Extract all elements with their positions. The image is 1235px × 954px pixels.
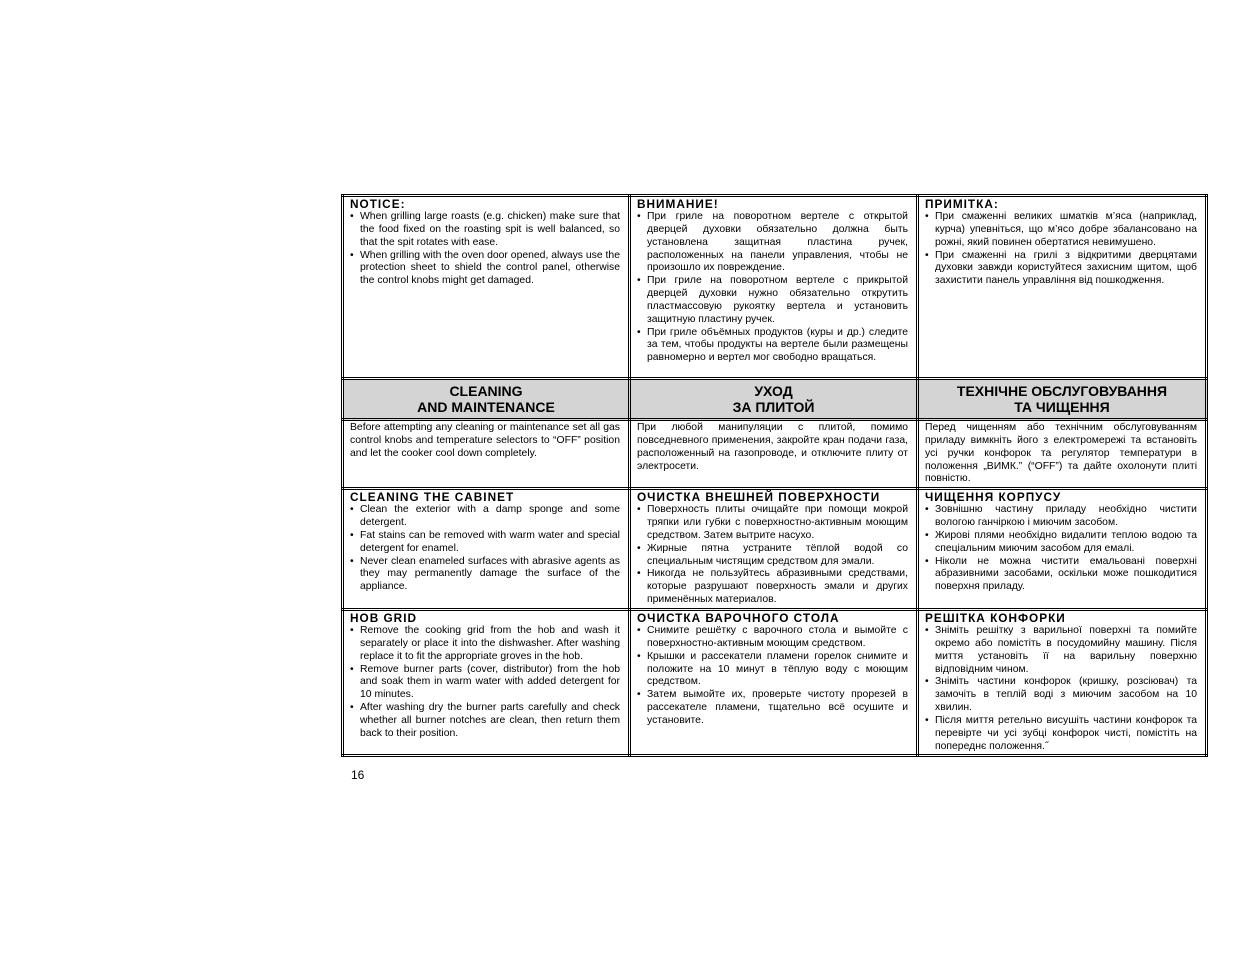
hob-grid-cell-uk [918,609,1207,755]
list-item: • При гриле объёмных продуктов (куры и др.) следите за тем, чтобы продукты на вертеле были размещены равномерно и вертел мог свободно вращаться. [637,327,908,366]
list-item: • Поверхность плиты очищайте при помощи мокрой тряпки или губки с поверхностно-активным моющим средством. Затем вытрите насухо. [637,504,908,543]
header-cell-en [343,379,630,420]
list-item: • Снимите решётку с варочного стола и вымойте с поверхностно-активным моющим средством. [637,625,908,651]
list-item: • Жирные пятна устраните тёплой водой со специальным чистящим средством для эмали. [637,543,908,569]
bullet-list [350,211,620,288]
list-item: • Remove burner parts (cover, distributor) from the hob and soak them in warm water with added detergent for 10 minutes. [350,664,620,703]
list-item: • Clean the exterior with a damp sponge and some detergent. [350,504,620,530]
notice-cell-uk [918,196,1207,379]
intro-paragraph: Перед чищенням або технічним обслуговуванням приладу вимкніть його з електромережі та встановіть усі ручки конфорок та регулятор температури в положення „ВИМК.” (“OFF”) та дайте охолонути плиті повністю. [925,422,1197,485]
intro-cell-uk [918,420,1207,489]
list-item: • Remove the cooking grid from the hob and wash it separately or place it into the dishwasher. After washing replace it to fit the appropriate groves in the hob. [350,625,620,664]
section-header-row [343,379,1207,420]
list-item: • Крышки и рассекатели пламени горелок снимите и положите на 10 минут в тёплую воду с моющим средством. [637,651,908,690]
section-title: CLEANING THE CABINET [350,490,515,505]
list-item: • Никогда не пользуйтесь абразивными средствами, которые разрушают поверхность эмали и других применённых материалов. [637,568,908,607]
list-item: • When grilling with the oven door opened, always use the protection sheet to shield the control panel, otherwise the control knobs might get damaged. [350,250,620,289]
section-title: NOTICE: [350,197,406,211]
header-line: ТА ЧИЩЕННЯ [1014,399,1110,415]
bullet-list [925,211,1197,288]
list-item: • After washing dry the burner parts carefully and check whether all burner notches are clean, then return them back to their position. [350,702,620,741]
intro-cell-ru [630,420,918,489]
list-item: • Зніміть решітку з варильної поверхні та помийте окремо або помістіть в посудомийну машину. Після миття установіть її на варильну поверхню відповідним чином. [925,625,1197,676]
section-title: ПРИМІТКА: [925,197,999,211]
cabinet-cell-uk [918,489,1207,610]
cabinet-cell-en [343,489,630,610]
list-item: • Затем вымойте их, проверьте чистоту прорезей в рассекателе пламени, тщательно всё осушите и установите. [637,689,908,728]
manual-table [341,194,1208,757]
hob-grid-cell-ru [630,609,918,755]
list-item: • Fat stains can be removed with warm water and special detergent for enamel. [350,530,620,556]
cabinet-row [343,489,1207,610]
section-title: HOB GRID [350,610,417,625]
bullet-list [350,504,620,594]
bullet-list [637,625,908,728]
intro-cell-en [343,420,630,489]
cabinet-cell-ru [630,489,918,610]
list-item: • Ніколи не можна чистити емальовані поверхні абразивними засобами, оскільки може пошкодитися поверхня приладу. [925,556,1197,595]
section-title: ОЧИСТКА ВНЕШНЕЙ ПОВЕРХНОСТИ [637,490,881,505]
bullet-list [637,211,908,365]
section-title: РЕШІТКА КОНФОРКИ [925,610,1066,625]
section-title: ВНИМАНИЕ! [637,197,719,211]
bullet-list [925,504,1197,594]
header-line: УХОД [754,382,793,399]
header-cell-ru [630,379,918,420]
bullet-list [350,625,620,741]
bullet-list [637,504,908,607]
list-item: • При смаженні на грилі з відкритими дверцятами духовки завжди користуйтеся захисним щитом, щоб захистити панель управління від пошкодження. [925,250,1197,289]
intro-paragraph: Before attempting any cleaning or maintenance set all gas control knobs and temperature selectors to “OFF” position and let the cooker cool down completely. [350,422,620,459]
bullet-list [925,625,1197,753]
list-item: • При смаженні великих шматків м’яса (наприклад, курча) упевніться, що м’ясо добре збалансовано на рожні, який повинен обертатися невимушено. [925,211,1197,250]
intro-paragraph: При любой манипуляции с плитой, помимо повседневного применения, закройте кран подачи газа, расположенный на газопроводе, и отключите плиту от электросети. [637,422,908,472]
list-item: • Після миття ретельно висушіть частини конфорок та перевірте чи усі зубці конфорок чисті, помістіть на попереднє положення.˝ [925,715,1197,754]
section-title: ЧИЩЕННЯ КОРПУСУ [925,490,1062,505]
list-item: • Зовнішню частину приладу необхідно чистити вологою ганчіркою і миючим засобом. [925,504,1197,530]
list-item: • Never clean enameled surfaces with abrasive agents as they may permanently damage the surface of the appliance. [350,556,620,595]
header-line: ЗА ПЛИТОЙ [732,399,815,415]
section-title: ОЧИСТКА ВАРОЧНОГО СТОЛА [637,610,840,625]
page-number: 16 [351,768,365,782]
list-item: • Жирові плями необхідно видалити теплою водою та спеціальним миючим засобом для емалі. [925,530,1197,556]
header-line: AND MAINTENANCE [417,399,555,415]
hob-grid-row [343,609,1207,755]
list-item: • When grilling large roasts (e.g. chicken) make sure that the food fixed on the roasting spit is well balanced, so that the spit rotates with ease. [350,211,620,250]
header-line: CLEANING [449,382,523,399]
header-cell-uk [918,379,1207,420]
list-item: • Зніміть частини конфорок (кришку, розсіювач) та замочіть в теплій воді з миючим засобом на 10 хвилин. [925,676,1197,715]
list-item: • При гриле на поворотном вертеле с открытой дверцей духовки обязательно должна быть установлена защитная пластина ручек, расположенных на панели управления, чтобы не произошло их повреждение. [637,211,908,275]
list-item: • При гриле на поворотном вертеле с прикрытой дверцей духовки нужно обязательно открутить пластмассовую рукоятку вертела и установить защитную пластину ручек. [637,275,908,326]
notice-row [343,196,1207,379]
intro-row [343,420,1207,489]
notice-cell-ru [630,196,918,379]
header-line: ТЕХНІЧНЕ ОБСЛУГОВУВАННЯ [956,382,1168,399]
hob-grid-cell-en [343,609,630,755]
notice-cell-en [343,196,630,379]
